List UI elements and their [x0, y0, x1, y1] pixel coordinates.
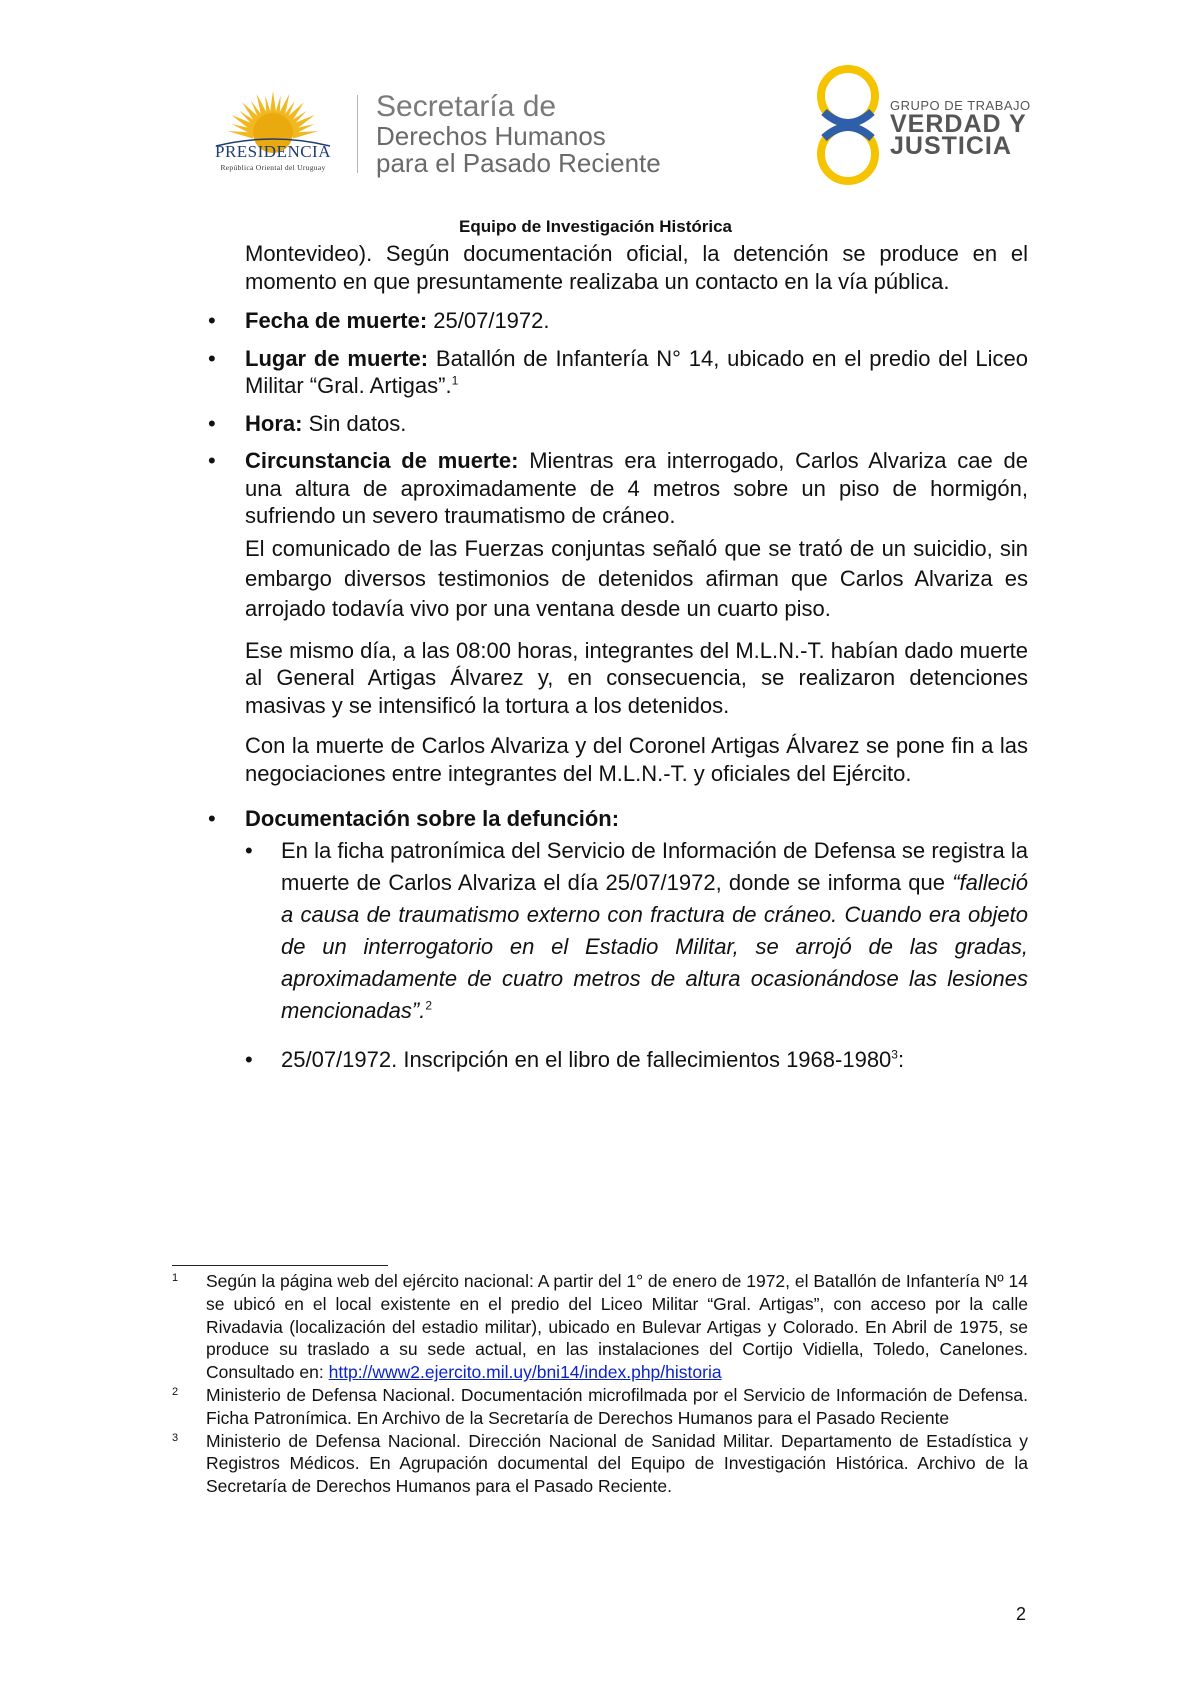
- footnote-number: 2: [172, 1385, 179, 1398]
- circunstancia-paragraph-2: Ese mismo día, a las 08:00 horas, integrantes del M.L.N.-T. habían dado muerte al General Artigas Álvarez y, en consecuencia, se realizaron detenciones masivas y se intensificó la tortura a los detenidos.: [245, 637, 1028, 718]
- page-number: 2: [1016, 1604, 1027, 1624]
- footnote-text: Ministerio de Defensa Nacional. Dirección Nacional de Sanidad Militar. Departamento de Estadística y Registros Médicos. En Agrupación documental del Equipo de Investigación Histórica. Archivo de la Secretaría de Derechos Humanos para el Pasado Reciente.: [206, 1430, 1028, 1497]
- sub-bullet-dot: •: [245, 837, 253, 863]
- bullet-dot: •: [208, 410, 216, 436]
- bullet-dot: •: [208, 345, 216, 371]
- bullet-hora: [205, 410, 1028, 438]
- hora-value: Sin datos.: [302, 410, 407, 436]
- header-divider: [357, 95, 358, 173]
- hora-label: Hora:: [245, 410, 303, 436]
- document-body: [205, 240, 1028, 1076]
- bullet-lugar: [205, 345, 1028, 400]
- bullet-circunstancia: [205, 447, 1028, 530]
- secretaria-title-line2: Derechos Humanos: [376, 121, 606, 151]
- footnote-ref-2[interactable]: 2: [425, 998, 432, 1013]
- footnote-separator: [172, 1265, 388, 1266]
- bullet-dot: •: [208, 448, 216, 473]
- continuation-paragraph: Montevideo). Según documentación oficial, la detención se produce en el momento en que presuntamente realizaba un contacto en la vía pública.: [245, 241, 1028, 294]
- footnote-2: [172, 1384, 1028, 1430]
- page-header: [0, 0, 1191, 215]
- vj-subtitle: GRUPO DE TRABAJO: [890, 98, 1031, 113]
- secretaria-title-line1: Secretaría de: [376, 90, 557, 123]
- team-title: Equipo de Investigación Histórica: [459, 217, 732, 236]
- lugar-label: Lugar de muerte:: [245, 345, 429, 371]
- vj-title-line2: JUSTICIA: [890, 132, 1012, 160]
- bullet-documentacion: [205, 805, 1028, 833]
- fecha-label: Fecha de muerte:: [245, 308, 428, 333]
- footnotes: [172, 1265, 1028, 1498]
- documentacion-item-1-quote: “falleció a causa de traumatismo externo con fractura de cráneo. Cuando era objeto de un interrogatorio en el Estadio Militar, se arrojó de las gradas, aproximadamente de cuatro metros de altura ocasionándose las lesiones mencionadas”.: [281, 869, 1028, 1023]
- circunstancia-paragraph-1: El comunicado de las Fuerzas conjuntas señaló que se trató de un suicidio, sin embargo diversos testimonios de detenidos afirman que Carlos Alvariza es arrojado todavía vivo por una ventana desde un cuarto piso.: [245, 535, 1028, 621]
- bullet-dot: •: [208, 308, 216, 333]
- footnote-text: Según la página web del ejército nacional: A partir del 1° de enero de 1972, el Batallón de Infantería Nº 14 se ubicó en el local existente en el predio del Liceo Militar “Gral. Artigas”, con acceso por la calle Rivadavia (localización del estadio militar), ubicado en Bulevar Artigas y Colorado. En Abril de 1975, se produce su traslado a su sede actual, en las instalaciones del Cortijo Vidiella, Toledo, Canelones. Consultado en:: [206, 1271, 1028, 1383]
- verdad-justicia-logo: [812, 62, 884, 188]
- lugar-value: Batallón de Infantería N° 14, ubicado en el predio del Liceo Militar “Gral. Artigas”.: [245, 345, 1028, 398]
- footnote-number: 1: [172, 1272, 179, 1284]
- footnote-ref-1[interactable]: 1: [451, 373, 459, 388]
- footnote-link[interactable]: http://www2.ejercito.mil.uy/bni14/index.php/historia: [328, 1362, 722, 1383]
- documentacion-item-2-text: 25/07/1972. Inscripción en el libro de fallecimientos 1968-1980: [281, 1046, 892, 1072]
- footnote-text: Ministerio de Defensa Nacional. Documentación microfilmada por el Servicio de Información de Defensa. Ficha Patronímica. En Archivo de la Secretaría de Derechos Humanos para el Pasado Reciente: [206, 1384, 1028, 1428]
- documentacion-item-2-end: :: [897, 1046, 905, 1072]
- bullet-dot: •: [208, 806, 216, 831]
- secretaria-title-line3: para el Pasado Reciente: [376, 148, 661, 178]
- fecha-value: 25/07/1972.: [427, 308, 550, 333]
- footnote-number: 3: [172, 1431, 179, 1444]
- documentacion-label: Documentación sobre la defunción:: [245, 806, 620, 831]
- presidencia-name: PRESIDENCIA: [214, 142, 331, 161]
- sub-bullet-dot: •: [245, 1046, 253, 1072]
- documentacion-item-1: [205, 835, 1028, 1027]
- vj-title-line1: VERDAD Y: [890, 110, 1027, 138]
- documentacion-item-2: [205, 1044, 1028, 1076]
- footnote-3: [172, 1430, 1028, 1498]
- circunstancia-paragraph-3: Con la muerte de Carlos Alvariza y del Coronel Artigas Álvarez se pone fin a las negociaciones entre integrantes del M.L.N.-T. y oficiales del Ejército.: [245, 733, 1028, 786]
- footnote-1: [172, 1270, 1028, 1384]
- bullet-fecha: [205, 307, 1028, 335]
- documentacion-item-1-text: En la ficha patronímica del Servicio de Información de Defensa se registra la muerte de Carlos Alvariza el día 25/07/1972, donde se informa que: [281, 837, 1028, 895]
- circunstancia-label: Circunstancia de muerte:: [245, 448, 519, 473]
- presidencia-subtitle: República Oriental del Uruguay: [220, 163, 326, 172]
- footnote-ref-3[interactable]: 3: [891, 1047, 898, 1062]
- circunstancia-value: Mientras era interrogado, Carlos Alvariza cae de una altura de aproximadamente de 4 metros sobre un piso de hormigón, sufriendo un severo traumatismo de cráneo.: [245, 448, 1029, 528]
